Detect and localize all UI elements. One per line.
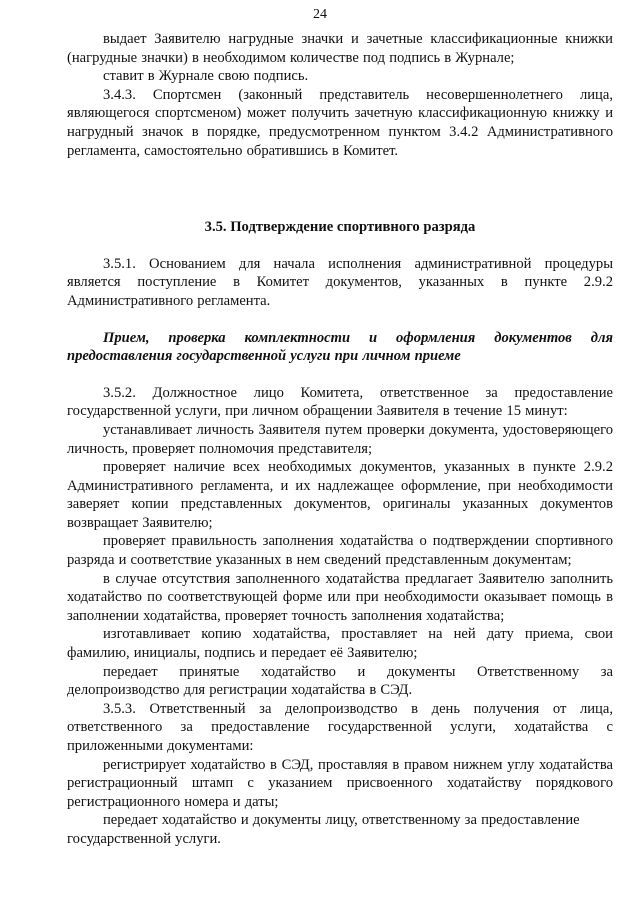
page-number: 24 bbox=[313, 7, 327, 22]
paragraph-3-5-2: 3.5.2. Должностное лицо Комитета, ответственное за предоставление государственной услуги, при личном обращении Заявителя в течение 15 минут: bbox=[67, 384, 613, 420]
spacer bbox=[67, 237, 613, 255]
paragraph: передает принятые ходатайство и документы Ответственному за делопроизводство для регистрации ходатайства в СЭД. bbox=[67, 663, 613, 699]
document-body bbox=[67, 30, 613, 849]
paragraph: выдает Заявителю нагрудные значки и зачетные классификационные книжки (нагрудные значки) в необходимом количестве под подпись в Журнале; bbox=[67, 31, 613, 66]
paragraph-3-4-3: 3.4.3. Спортсмен (законный представитель несовершеннолетнего лица, являющегося спортсменом) может получить зачетную классификационную книжку и нагрудный значок в порядке, предусмотренном пунктом 3.4.2 Административного регламента, самостоятельно обратившись в Комитет. bbox=[67, 86, 613, 159]
spacer bbox=[67, 160, 613, 218]
paragraph: ставит в Журнале свою подпись. bbox=[103, 68, 309, 85]
subheading: Прием, проверка комплектности и оформления документов для предоставления государственной услуги при личном приеме bbox=[67, 329, 613, 365]
spacer bbox=[67, 366, 613, 384]
paragraph: проверяет правильность заполнения ходатайства о подтверждении спортивного разряда и соответствие указанных в нем сведений представленным документам; bbox=[67, 533, 613, 569]
paragraph: в случае отсутствия заполненного ходатайства предлагает Заявителю заполнить ходатайство по соответствующей форме или при необходимости оказывает помощь в заполнении ходатайства, проверяет точность заполнения ходатайства; bbox=[67, 570, 613, 624]
paragraph: проверяет наличие всех необходимых документов, указанных в пункте 2.9.2 Административного регламента, и их надлежащее оформление, при необходимости заверяет копии представленных документов, оригиналы указанных документов возвращает Заявителю; bbox=[67, 459, 613, 531]
paragraph-last: передает ходатайство и документы лицу, ответственному за предоставление государственной услуги. bbox=[67, 812, 580, 847]
paragraph: изготавливает копию ходатайства, проставляет на ней дату приема, свои фамилию, инициалы, подпись и передает её Заявителю; bbox=[67, 626, 613, 662]
paragraph-3-5-3: 3.5.3. Ответственный за делопроизводство в день получения от лица, ответственного за предоставление государственной услуги, ходатайства с приложенными документами: bbox=[67, 700, 613, 754]
paragraph: регистрирует ходатайство в СЭД, проставляя в правом нижнем углу ходатайства регистрационный штамп с указанием присвоенного ходатайству порядкового регистрационного номера и даты; bbox=[67, 756, 613, 810]
section-heading: 3.5. Подтверждение спортивного разряда bbox=[204, 219, 476, 236]
paragraph-3-5-1: 3.5.1. Основанием для начала исполнения административной процедуры является поступление в Комитет документов, указанных в пункте 2.9.2 Административного регламента. bbox=[67, 255, 613, 309]
paragraph: устанавливает личность Заявителя путем проверки документа, удостоверяющего личность, проверяет полномочия представителя; bbox=[67, 421, 613, 457]
spacer bbox=[67, 311, 613, 329]
